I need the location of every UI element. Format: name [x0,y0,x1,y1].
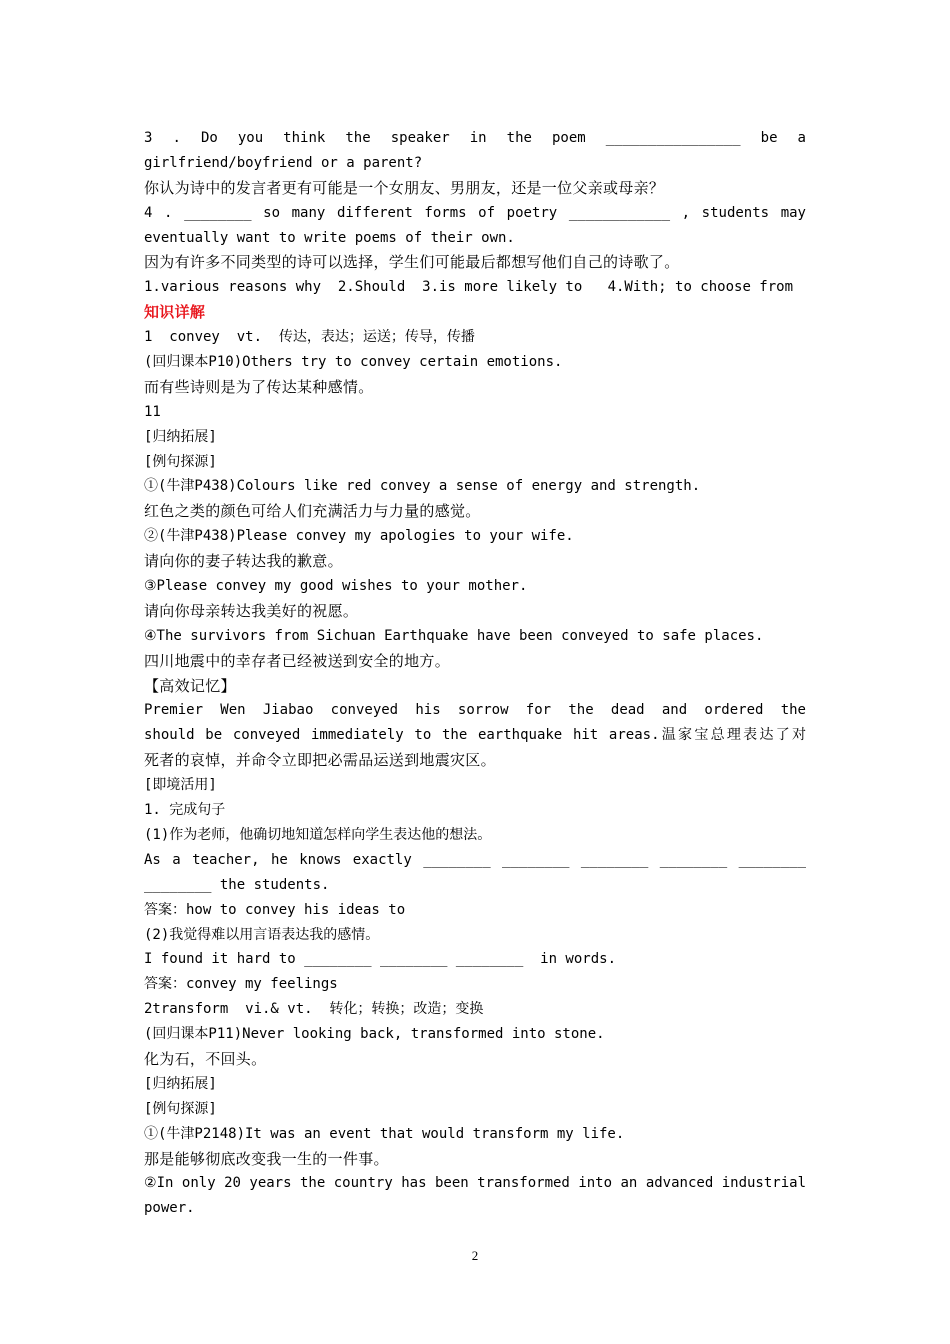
text-line: 因为有许多不同类型的诗可以选择，学生们可能最后都想写他们自己的诗歌了。 [144,253,680,272]
document-body [144,126,806,1221]
text-line: 知识详解 [144,303,206,322]
text-line: (1)作为老师，他确切地知道怎样向学生表达他的想法。 [144,826,492,843]
text-line: 请向你的妻子转达我的歉意。 [144,552,343,571]
text-line: 答案：convey my feelings [144,976,338,993]
text-line: 请向你母亲转达我美好的祝愿。 [144,601,359,620]
page-number: 2 [471,1248,479,1263]
text-line: ________ the students. [144,876,330,893]
text-line: ①(牛津P438)Colours like red convey a sense of energy and strength. [144,478,701,495]
text-line: (回归课本P10)Others try to convey certain emotions. [144,354,563,371]
text-line: 化为石，不回头。 [144,1049,267,1068]
text-line: 1 convey vt. 传达，表达；运送；传导，传播 [144,329,475,346]
text-line: ④The survivors from Sichuan Earthquake have been conveyed to safe places. [144,627,764,644]
text-line: [例句探源] [144,453,217,470]
text-line: 1.various reasons why 2.Should 3.is more likely to 4.With; to choose from [144,279,794,296]
text-line: 2transform vi.& vt. 转化；转换；改造；变换 [144,1001,484,1018]
text-line: ①(牛津P2148)It was an event that would transform my life. [144,1125,625,1142]
text-line: power. [144,1200,195,1217]
text-line: 3 . Do you think the speaker in the poem ________________ be a [144,130,806,146]
text-line: (2)我觉得难以用言语表达我的感情。 [144,926,380,943]
text-line: 红色之类的颜色可给人们充满活力与力量的感觉。 [144,502,481,521]
text-line: I found it hard to ________ ________ ________ in words. [144,951,617,968]
text-line: 【高效记忆】 [144,676,236,695]
text-line: [即境活用] [144,777,217,794]
text-line: 1. 完成句子 [144,802,226,819]
text-line: As a teacher, he knows exactly ________ ________ ________ ________ ________ [144,851,806,868]
text-line: ②(牛津P438)Please convey my apologies to your wife. [144,528,574,545]
text-line: (回归课本P11)Never looking back, transformed into stone. [144,1026,605,1043]
text-line: 答案：how to convey his ideas to [144,901,406,918]
text-line: 死者的哀悼，并命令立即把必需品运送到地震灾区。 [144,751,496,770]
text-line: [例句探源] [144,1100,217,1117]
text-line: 四川地震中的幸存者已经被送到安全的地方。 [144,651,451,670]
text-line: 那是能够彻底改变我一生的一件事。 [144,1149,389,1168]
text-line: Premier Wen Jiabao conveyed his sorrow for the dead and ordered the [144,702,806,719]
text-line: should be conveyed immediately to the earthquake hit areas.温家宝总理表达了对 [144,727,806,744]
text-line: ③Please convey my good wishes to your mother. [144,578,528,595]
text-line: 4 . ________ so many different forms of poetry ____________ , students may [144,204,806,221]
text-line: ②In only 20 years the country has been transformed into an advanced industrial [144,1175,806,1192]
text-line: girlfriend/boyfriend or a parent? [144,154,423,171]
text-line: 而有些诗则是为了传达某种感情。 [144,377,374,396]
text-line: [归纳拓展] [144,428,217,445]
text-line: eventually want to write poems of their own. [144,229,515,246]
text-line: 11 [144,403,161,420]
text-line: 你认为诗中的发言者更有可能是一个女朋友、男朋友，还是一位父亲或母亲？ [144,178,665,197]
text-line: [归纳拓展] [144,1075,217,1092]
